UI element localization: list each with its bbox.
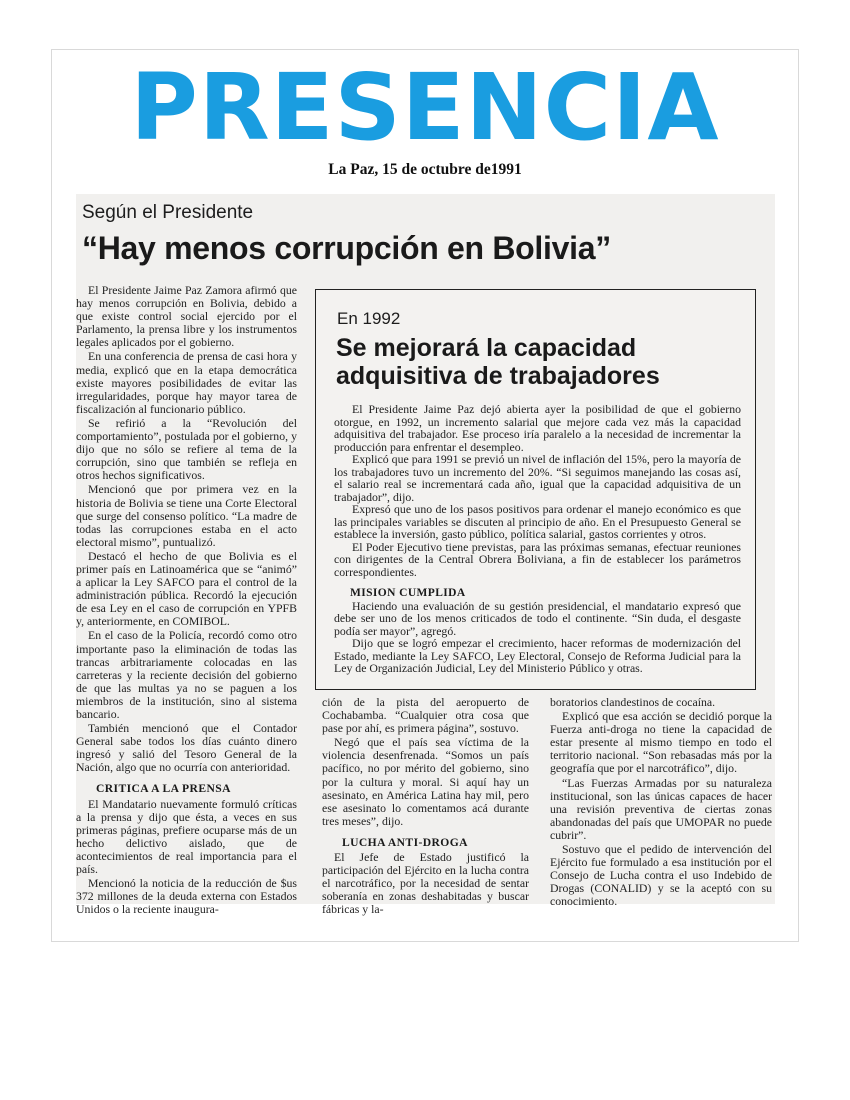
article-headline: “Hay menos corrupción en Bolivia” [82,230,611,266]
article-column-2 [322,696,529,918]
paragraph: El Jefe de Estado justificó la participación del Ejército en la lucha contra el narcotráfico, por la necesidad de sentar soberanía en zonas deshabitadas y buscar fábricas y la- [322,850,529,917]
paragraph: Haciendo una evaluación de su gestión presidencial, el mandatario expresó que debe ser uno de los menos criticados de todo el continente. “Sin duda, el desgaste podía ser mayor”, agregó. [334,598,741,638]
box-kicker: En 1992 [337,309,401,328]
paragraph: Destacó el hecho de que Bolivia es el primer país en Latinoamérica que se “animó” a aplicar la Ley SAFCO para el control de la administración pública. Recordó la ejecución de esa Ley en el caso de corrupción en YPFB y, anteriormente, en COMIBOL. [76,548,297,629]
paragraph: Explicó que esa acción se decidió porque la Fuerza anti-droga no tiene la capacidad de estar presente al mismo tiempo en todo el territorio nacional. “Son rebasadas más por la geografía que por el narcotráfico”, dijo. [550,709,772,776]
paragraph: Mencionó la noticia de la reducción de $us 372 millones de la deuda externa con Estados Unidos o la reciente inaugura- [76,876,297,917]
paragraph: Sostuvo que el pedido de intervención del Ejército fue formulado a esa institución por el Consejo de Lucha contra el uso Indebido de Drogas (CONALID) y se la aceptó con su conocimiento. [550,842,772,909]
sidebar-box [315,289,756,690]
paragraph: El Poder Ejecutivo tiene previstas, para las próximas semanas, efectuar reuniones con dirigentes de la Central Obrera Boliviana, a fin de establecer los parámetros correspondientes. [334,539,741,579]
paragraph: En el caso de la Policía, recordó como otro importante paso la eliminación de todas las trancas arbitrariamente colocadas en las carreteras y la reciente decisión del gobierno de que las multas ya no se paguen a los miembros de la institución, sino al sistema bancario. [76,628,297,721]
newspaper-clipping [76,194,775,917]
masthead-logo: PRESENCIA [130,54,720,161]
box-title: Se mejorará la capacidad adquisitiva de trabajadores [336,334,660,390]
article-column-1 [76,284,297,917]
box-body [334,403,741,675]
paragraph: El Presidente Jaime Paz dejó abierta ayer la posibilidad de que el gobierno otorgue, en 1992, un incremento salarial que mejore cada vez más la capacidad adquisitiva del trabajador. Ese proceso iría paralelo a la necesidad de incrementar la producción para enfrentar el desempleo. [334,402,741,454]
article-column-3 [550,696,772,910]
paragraph: Negó que el país sea víctima de la violencia desenfrenada. “Somos un país pacífico, no por mérito del gobierno, sino por la cultura y moral. Si aquí hay un asesinato, en América Latina hay mil, pero ese asesinato lo comentamos acá durante tres meses”, dijo. [322,735,529,828]
paragraph: Dijo que se logró empezar el crecimiento, hacer reformas de modernización del Estado, mediante la Ley SAFCO, Ley Electoral, Consejo de Reforma Judicial para la Ley de Organización Judicial, Ley del Ministerio Público y otras. [334,636,741,675]
article-kicker: Según el Presidente [82,202,254,223]
paragraph: En una conferencia de prensa de casi hora y media, explicó que en la etapa democrática existe mayores posibilidades de evitar las irregularidades, porque hay mayor tarea de fiscalización al funcionario público. [76,349,297,416]
subheading-mision: MISION CUMPLIDA [350,587,466,599]
paragraph: Se refirió a la “Revolución del comportamiento”, postulada por el gobierno, y dijo que no sólo se refiere al tema de la corrupción, sino que también se refleja en otros hechos significativos. [76,415,297,483]
paragraph: “Las Fuerzas Armadas por su naturaleza institucional, son las únicas capaces de hacer una revisión preventiva de ciertas zonas abandonadas del país que UMOPAR no puede cubrir”. [550,775,772,842]
paragraph: El Mandatario nuevamente formuló críticas a la prensa y dijo que ésta, a veces en sus primeras páginas, prefiere ocuparse más de un hecho delictivo aislado, que de acontecimientos de real importancia para el país. [76,796,297,877]
subheading-lucha: LUCHA ANTI-DROGA [342,835,468,849]
paragraph: Mencionó que por primera vez en la historia de Bolivia se tiene una Corte Electoral que surge del consenso político. “La madre de todas las corrupciones estaba en el acto electoral mismo”, puntualizó. [76,482,297,549]
subheading-critica: CRITICA A LA PRENSA [96,782,231,796]
paragraph: El Presidente Jaime Paz Zamora afirmó que hay menos corrupción en Bolivia, debido a que existe control social ejercido por el Parlamento, la prensa libre y los instrumentos legales aplicados por el gobierno. [76,283,297,350]
paragraph: boratorios clandestinos de cocaína. [550,695,716,709]
paragraph: ción de la pista del aeropuerto de Cochabamba. “Cualquier otra cosa que pase por ahí, es primera página”, sostuvo. [322,695,529,736]
dateline: La Paz, 15 de octubre de1991 [328,161,522,178]
paragraph: También mencionó que el Contador General sabe todos los días cuánto dinero ingresó y salió del Tesoro General de la Nación, algo que no ocurría con anterioridad. [76,721,297,775]
paragraph: Explicó que para 1991 se previó un nivel de inflación del 15%, pero la mayoría de los trabajadores tuvo un incremento del 20%. “Si seguimos manejando las cosas así, el salario real se incrementará cada año, igual que la capacidad adquisitiva de un trabajador”, dijo. [334,452,741,504]
paragraph: Expresó que uno de los pasos positivos para ordenar el manejo económico es que las principales variables se discuten al principio de año. En el Presupuesto General se establece la inversión, gasto público, política salarial, gastos corrientes y otros. [334,502,741,541]
